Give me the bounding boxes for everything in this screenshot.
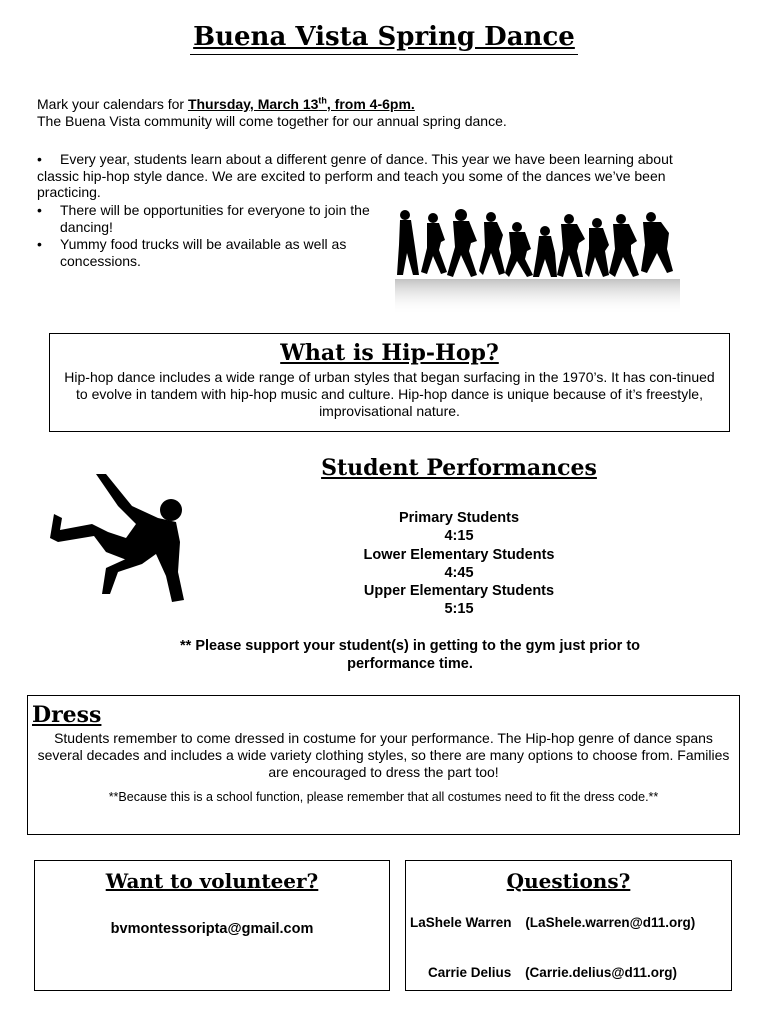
performance-time: 4:15 [444,528,474,545]
bullet-glyph: • [37,236,42,252]
questions-heading: Questions? [506,869,631,893]
volunteer-section [34,860,390,991]
intro [37,96,737,130]
performance-note: ** Please support your student(s) in getting to the gym just prior to performance time. [180,638,640,672]
volunteer-heading: Want to volunteer? [105,869,319,893]
dress-heading: Dress [32,702,102,728]
page-title: Buena Vista Spring Dance [193,22,575,52]
breakdancer-silhouette-image [48,472,190,604]
performances-heading: Student Performances [321,455,597,481]
performance-time: 4:45 [444,564,474,581]
bullet-glyph: • [37,151,42,167]
dress-code-note: **Because this is a school function, please remember that all costumes need to fit the dress code.** [108,790,659,804]
contact-row [428,965,728,980]
bullet-glyph: • [37,202,42,218]
questions-section [405,860,732,991]
bullet-item: • There will be opportunities for everyone to join the dancing! [37,202,370,235]
hiphop-section [49,333,730,432]
contact-name: LaShele Warren [410,915,512,930]
bullet-item: • Yummy food trucks will be available as well as concessions. [37,236,347,269]
hiphop-heading: What is Hip-Hop? [280,340,499,366]
performance-time: 5:15 [444,601,474,618]
performance-group: Primary Students [398,510,520,526]
contact-name: Carrie Delius [428,965,512,980]
contact-email[interactable]: (LaShele.warren@d11.org) [525,915,696,930]
performance-group: Upper Elementary Students [363,583,555,600]
title-underline [190,54,578,55]
hiphop-body: Hip-hop dance includes a wide range of urban styles that began surfacing in the 1970’s. It has con-tinued to evolve in tandem with hip-hop music and culture. Hip-hop dance is unique because of it’s freestyle, improvisational nature. [64,369,715,419]
performance-group: Lower Elementary Students [363,546,555,563]
dress-body: Students remember to come dressed in costume for your performance. The Hip-hop genre of dance spans several decades and includes a wide variety clothing styles, so there are many options to choose from. Families are encouraged to dress the part too! [37,730,730,780]
intro-community-line: The Buena Vista community will come together for our annual spring dance. [37,113,507,129]
performance-schedule [200,509,718,619]
intro-date-line: Mark your calendars for Thursday, March 13th, from 4-6pm. [37,95,415,112]
volunteer-email[interactable]: bvmontessoripta@gmail.com [110,921,314,937]
event-date: Thursday, March 13th, from 4-6pm. [187,95,415,112]
dress-section [27,695,740,835]
dancers-silhouette-image [395,205,680,317]
contact-row [410,915,730,930]
contact-email[interactable]: (Carrie.delius@d11.org) [525,965,678,980]
bullet-item: • Every year, students learn about a different genre of dance. This year we have been learning about classic hip-hop style dance. We are excited to perform and teach you some of the dances we’ve been practicing. [37,151,673,200]
